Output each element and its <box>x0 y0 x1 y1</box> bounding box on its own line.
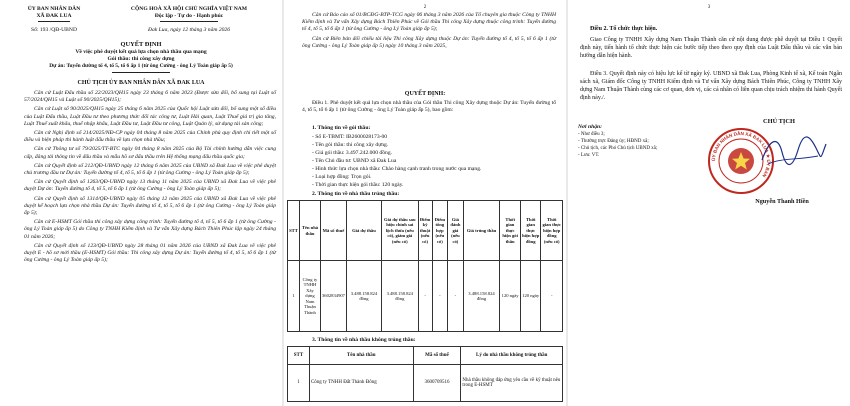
table-cell: 3.488.158.824 đồng <box>381 261 418 332</box>
basis-item: Căn cứ Báo cáo số 01/BCĐG-BTP-TCG ngày 06 tháng 3 năm 2026 của Tổ chuyên gia thuộc Công ty TNHH Kiểm định và Tư vấn Xây dựng Bách Thiên Phúc về Gói thầu Thi công Xây dựng thuộc công trình: Tuyến đường tổ 4, tổ 5, tổ 6 ấp 1 (từ ông Cường - ông Lý Toàn giáp ấp 5); <box>302 12 556 33</box>
nation-underline <box>160 21 218 22</box>
table-row <box>288 365 563 402</box>
table-cell: 3602834907 <box>320 261 346 332</box>
basis-item: Căn cứ Quyết định số 1314/QĐ-UBND ngày 05 tháng 12 năm 2025 của UBND xã Đak Lua về việc phê duyệt kế hoạch lựa chọn nhà thầu Dự án: Tuyến đường tổ 4, tổ 5, tổ 6 ấp 1 (từ ông Cường - ông Lý Toàn giáp ấp 5); <box>24 195 276 217</box>
signature-stroke <box>762 137 826 165</box>
table-row <box>288 261 563 332</box>
subject-line-1: Về việc phê duyệt kết quả lựa chọn nhà thầu qua mạng <box>75 49 207 55</box>
column-header: STT <box>288 201 300 261</box>
column-header: Giá trúng thầu <box>463 201 500 261</box>
table-cell: - <box>541 261 563 332</box>
basis-item: Căn cứ Quyết định số 123/QĐ-UBND ngày 28 tháng 01 năm 2026 của UBND xã Đak Lua về việc phê duyệt E - hồ sơ mời thầu (E-HSMT) Gói thầu: Thi công xây dựng Dự án: Tuyến đường tổ 4, tổ 5, tổ 6 ấp 1 (từ ông Cường - ông Lý Toàn giáp ấp 5); <box>24 242 276 264</box>
column-header: Giá dự thầu sau hiệu chỉnh sai lệch thừa (nếu có), giảm giá (nếu có) <box>381 201 418 261</box>
basis-item: Căn cứ Nghị định số 214/2025/NĐ-CP ngày 04 tháng 8 năm 2025 của Chính phủ quy định chi tiết một số điều và biện pháp thi hành luật đấu thầu về lựa chọn nhà thầu; <box>24 130 276 144</box>
info-line: - Tên gói thầu: thi công xây dựng. <box>312 142 389 148</box>
basis-item: Căn cứ Quyết định số 212/QĐ-UBND ngày 12 tháng 6 năm 2025 của UBND xã Đak Lua về việc phê duyệt chủ trương đầu tư Dự án: Tuyến đường tổ 4, tổ 5, tổ 6 ấp 1 (từ ông Cường - ông Lý Toàn giáp ấp 5); <box>24 162 276 177</box>
article-2-title: Điều 2. Tổ chức thực hiện. <box>590 26 658 32</box>
table-cell: - <box>418 261 432 332</box>
table-cell: Công ty TNHH Xây dựng Nam Thuận Thành <box>299 261 320 332</box>
article-1: Điều 1. Phê duyệt kết quả lựa chọn nhà thầu của Gói thầu Thi công Xây dựng thuộc Dự án: Tuyến đường tổ 4, tổ 5, tổ 6 ấp 1 (từ ông Cường - ông Lý Toàn giáp ấp 5), bao gồm: <box>302 100 556 114</box>
column-header: Lý do nhà thầu không trúng thầu <box>461 347 563 365</box>
table-header-row <box>288 347 563 365</box>
winner-table <box>287 200 563 332</box>
recipient-line: - Như điều 3; <box>578 132 605 137</box>
signature <box>758 130 828 174</box>
table-cell: Nhà thầu không đáp ứng yêu cầu về kỹ thuật nêu trong E-HSMT <box>461 365 563 402</box>
info-line: - Hình thức lựa chọn nhà thầu: Chào hàng cạnh tranh trong nước qua mạng. <box>312 166 482 172</box>
column-header: Tên nhà thầu <box>299 201 320 261</box>
agency-line-1: ỦY BAN NHÂN DÂN <box>27 6 81 12</box>
recipient-line: - Thường trực Đảng ủy; HĐND xã; <box>578 139 649 144</box>
basis-item: Căn cứ Biên bản đối chiếu tài liệu Thi công Xây dựng thuộc Dự án: Tuyến đường tổ 4, tổ 5, tổ 6 ấp 1 (từ ông Cường - ông Lý Toàn giáp ấp 5) ngày 10 tháng 3 năm 2025, <box>302 35 556 49</box>
table-cell: 1 <box>288 365 310 402</box>
subject-line-3: Dự án: Tuyến đường tổ 4, tổ 5, tổ 6 ấp 1 (từ ông Cường - ông Lý Toàn giáp ấp 5) <box>49 63 233 69</box>
recipient-line: - Lưu: VT. <box>578 153 600 158</box>
section-2-title: 2. Thông tin về nhà thầu trúng thầu: <box>312 191 400 197</box>
column-header: Điểm kỹ thuật (nếu có) <box>418 201 432 261</box>
column-header: Giá dự thầu <box>346 201 381 261</box>
doc-number: Số: 193 /QĐ-UBND <box>31 27 77 33</box>
article-2-body: Giao Công ty TNHH Xây dựng Nam Thuận Thành căn cứ nội dung được phê duyệt tại Điều 1 Quyết định này, tiến hành tổ chức thực hiện các bước tiếp theo theo quy định của Luật Đấu thầu và các văn bản hướng dẫn hiện hành. <box>580 37 842 59</box>
basis-item: Căn cứ Thông tư số 79/2025/TT-BTC ngày 04 tháng 8 năm 2025 của Bộ Tài chính hướng dẫn việc cung cấp, đăng tải thông tin về đấu thầu và mẫu hồ sơ đấu thầu trên Hệ thống mạng đấu thầu quốc gia; <box>24 146 276 160</box>
table-cell: 3.488.158.824 đồng <box>346 261 381 332</box>
table-cell: Công ty TNHH Đất Thành Đông <box>309 365 413 402</box>
info-line: - Giá gói thầu: 3.497.242.000 đồng. <box>312 150 393 156</box>
page-number: 2 <box>423 5 427 10</box>
article-3: Điều 3. Quyết định này có hiệu lực kể từ ngày ký. UBND xã Đak Lua, Phòng Kinh tế xã, Kế toán Ngân sách xã, Giám đốc Công ty TNHH Kiểm định và Tư vấn Xây dựng Bách Thiên Phúc, Công ty TNHH Xây dựng Nam Thuận Thành cùng các cơ quan, đơn vị, các cá nhân có liên quan chịu trách nhiệm thi hành Quyết định này./. <box>580 71 842 101</box>
subject-line-2: Gói thầu: thi công xây dựng <box>107 56 175 62</box>
table-cell: - <box>432 261 448 332</box>
doc-type: QUYẾT ĐỊNH <box>120 41 162 48</box>
column-header: Thời gian thực hiện hợp đồng (nếu có) <box>541 201 563 261</box>
nation-line-2: Độc lập - Tự do - Hạnh phúc <box>154 13 224 19</box>
subject-underline <box>112 72 170 73</box>
decides-heading: QUYẾT ĐỊNH: <box>404 91 446 97</box>
basis-text <box>24 90 276 264</box>
recipient-line: - Chủ tịch, các Phó Chủ tịch UBND xã; <box>578 146 658 151</box>
column-header: Tên nhà thầu <box>309 347 413 365</box>
page-1 <box>0 0 282 406</box>
table-cell: 3600709516 <box>413 365 461 402</box>
column-header: Điểm tổng hợp (nếu có) <box>432 201 448 261</box>
signer-title: CHỦ TỊCH <box>762 118 796 125</box>
place-date: Đak Lua, ngày 12 tháng 3 năm 2026 <box>147 27 231 33</box>
column-header: Thời gian thực hiện hợp đồng <box>520 201 541 261</box>
table-header-row <box>288 201 563 261</box>
page-3 <box>568 0 850 406</box>
basis-item: Căn cứ Luật Đấu thầu số 22/2023/QH15 ngày 23 tháng 6 năm 2023 (Được sửa đổi, bổ sung tại Luật số 57/2024/QH15 và Luật số 90/2025/QH15); <box>24 90 276 104</box>
signature-underline <box>768 156 818 164</box>
column-header: Giá đánh giá (nếu có) <box>448 201 464 261</box>
column-header: Mã số thuế <box>413 347 461 365</box>
section-3-title: 3. Thông tin về nhà thầu không trúng thầu: <box>312 337 416 343</box>
basis-item: Căn cứ Luật số 90/2025/QH15 ngày 25 tháng 6 năm 2025 của Quốc hội Luật sửa đổi, bổ sung một số điều của Luật Đấu thầu, Luật Đầu tư theo phương thức đối tác công tư, Luật Hải quan, Luật Thuế giá trị gia tăng, Luật Thuế xuất khẩu, thuế nhập khẩu, Luật Đầu tư, Luật Đầu tư công, Luật Quản lý, sử dụng tài sản công; <box>24 106 276 127</box>
section-1-title: 1. Thông tin về gói thầu: <box>312 125 371 131</box>
seal-text: ỦY BAN NHÂN DÂN XÃ ĐAK LUA ★ ỦY BAN <box>710 130 772 179</box>
table-cell: 1 <box>288 261 300 332</box>
recipients-title: Nơi nhận: <box>578 124 602 130</box>
info-line: - Loại hợp đồng: Trọn gói. <box>312 174 372 180</box>
loser-table <box>287 346 563 402</box>
column-header: STT <box>288 347 310 365</box>
info-line: - Số E-TBMT: IB2600028173-00 <box>312 134 388 140</box>
agency-underline <box>38 21 70 22</box>
basis-item: Căn cứ Quyết định số 1263/QĐ-UBND ngày 13 tháng 11 năm 2025 của UBND xã Đak Lua về việc phê duyệt Dự án: Tuyến đường tổ 4, tổ 5, tổ 6 ấp 1 (từ ông Cường - ông Lý Toàn giáp ấp 5); <box>24 179 276 193</box>
info-line: - Thời gian thực hiện gói thầu: 120 ngày. <box>312 182 404 188</box>
table-cell: 120 ngày <box>520 261 541 332</box>
page-number: 3 <box>707 5 711 10</box>
table-cell: - <box>448 261 464 332</box>
basis-text <box>302 12 556 50</box>
nation-line-1: CỘNG HOÀ XÃ HỘI CHỦ NGHĨA VIỆT NAM <box>130 6 248 12</box>
table-cell: 3.488.158.824 đồng <box>463 261 500 332</box>
basis-item: Căn cứ E-HSMT Gói thầu thi công xây dựng công trình: Tuyến đường tổ 4, tổ 5, tổ 6 ấp 1 (từ ông Cường - ông Lý Toàn giáp ấp 5) do Công ty TNHH Kiểm định và Tư vấn Xây dựng Bách Thiên Phúc lập ngày 24 tháng 01 năm 2026; <box>24 219 276 240</box>
column-header: Mã số thuế <box>320 201 346 261</box>
page-2 <box>284 0 566 406</box>
table-cell: 120 ngày <box>500 261 521 332</box>
column-header: Thời gian thực hiện gói thầu <box>500 201 521 261</box>
agency-line-2: XÃ ĐAK LUA <box>36 13 72 19</box>
info-line: - Tên Chủ đầu tư: UBND xã Đak Lua <box>312 158 397 164</box>
authority-heading: CHỦ TỊCH ỦY BAN NHÂN DÂN XÃ ĐAK LUA <box>77 80 205 86</box>
signer-name: Nguyễn Thanh Hiền <box>755 198 809 205</box>
